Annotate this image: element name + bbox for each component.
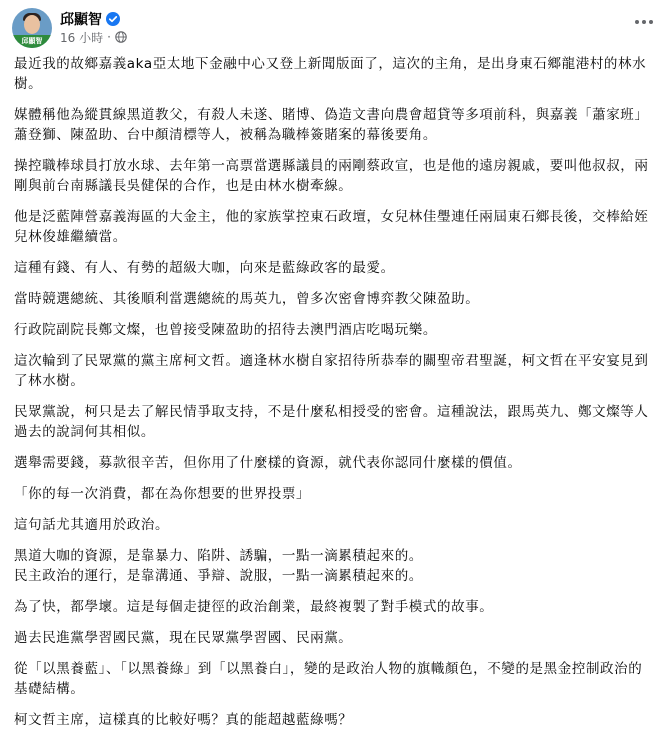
post-timestamp[interactable]: 16 小時	[60, 30, 104, 45]
separator-dot: ·	[107, 30, 111, 44]
post-paragraph: 黑道大咖的資源，是靠暴力、陷阱、誘騙，一點一滴累積起來的。 民主政治的運行，是靠溝通、爭辯、說服，一點一滴累積起來的。	[14, 548, 423, 584]
post-subline	[60, 29, 127, 45]
post-paragraph: 行政院副院長鄭文燦，也曾接受陳盈助的招待去澳門酒店吃喝玩樂。	[14, 322, 437, 338]
post-paragraph: 他是泛藍陣營嘉義海區的大金主，他的家族掌控東石政壇，女兒林佳璺連任兩屆東石鄉長後，交棒給姪兒林俊雄繼續當。	[14, 209, 649, 245]
globe-icon[interactable]	[115, 31, 127, 43]
post-paragraph: 從「以黑養藍」、「以黑養綠」到「以黑養白」，變的是政治人物的旗幟顏色，不變的是黑金控制政治的基礎結構。	[14, 661, 643, 697]
post-header	[12, 8, 127, 50]
post-paragraph: 當時競選總統、其後順利當選總統的馬英九，曾多次密會博弈教父陳盈助。	[14, 291, 480, 307]
post-paragraph: 最近我的故鄉嘉義aka亞太地下金融中心又登上新聞版面了，這次的主角，是出身東石鄉龍港村的林水樹。	[14, 56, 647, 92]
post-paragraph: 選舉需要錢，募款很辛苦，但你用了什麼樣的資源，就代表你認同什麼樣的價值。	[14, 455, 522, 471]
more-options-icon[interactable]	[631, 12, 657, 32]
verified-badge-icon	[106, 12, 120, 26]
post-paragraph: 媒體稱他為縱貫線黑道教父，有殺人未遂、賭博、偽造文書向農會超貸等多項前科，與嘉義「蕭家班」蕭登獅、陳盈助、台中顏清標等人，被稱為職棒簽賭案的幕後要角。	[14, 107, 649, 143]
avatar-banner: 邱顯智	[12, 35, 52, 48]
post-paragraph: 民眾黨說，柯只是去了解民情爭取支持，不是什麼私相授受的密會。這種說法，跟馬英九、鄭文燦等人過去的說詞何其相似。	[14, 404, 649, 440]
post-body	[14, 54, 656, 741]
avatar[interactable]	[12, 8, 52, 48]
post-meta	[60, 8, 127, 45]
author-name[interactable]: 邱顯智	[60, 12, 102, 28]
post-paragraph: 柯文哲主席，這樣真的比較好嗎？真的能超越藍綠嗎？	[14, 712, 353, 728]
post-paragraph: 為了快，都學壞。這是每個走捷徑的政治創業，最終複製了對手模式的故事。	[14, 599, 494, 615]
post-paragraph: 這種有錢、有人、有勢的超級大咖，向來是藍綠政客的最愛。	[14, 260, 395, 276]
author-row	[60, 9, 127, 29]
post-paragraph: 過去民進黨學習國民黨，現在民眾黨學習國、民兩黨。	[14, 630, 353, 646]
post-paragraph: 這次輪到了民眾黨的黨主席柯文哲。適逢林水樹自家招待所恭奉的關聖帝君聖誕，柯文哲在平安宴見到了林水樹。	[14, 353, 649, 389]
post-paragraph: 「你的每一次消費，都在為你想要的世界投票」	[14, 486, 311, 502]
avatar-face	[24, 15, 40, 34]
post-paragraph: 這句話尤其適用於政治。	[14, 517, 170, 533]
post-paragraph: 操控職棒球員打放水球、去年第一高票當選縣議員的兩剛蔡政宣，也是他的遠房親戚，要叫他叔叔，兩剛與前台南縣議長吳健保的合作，也是由林水樹牽線。	[14, 158, 649, 194]
